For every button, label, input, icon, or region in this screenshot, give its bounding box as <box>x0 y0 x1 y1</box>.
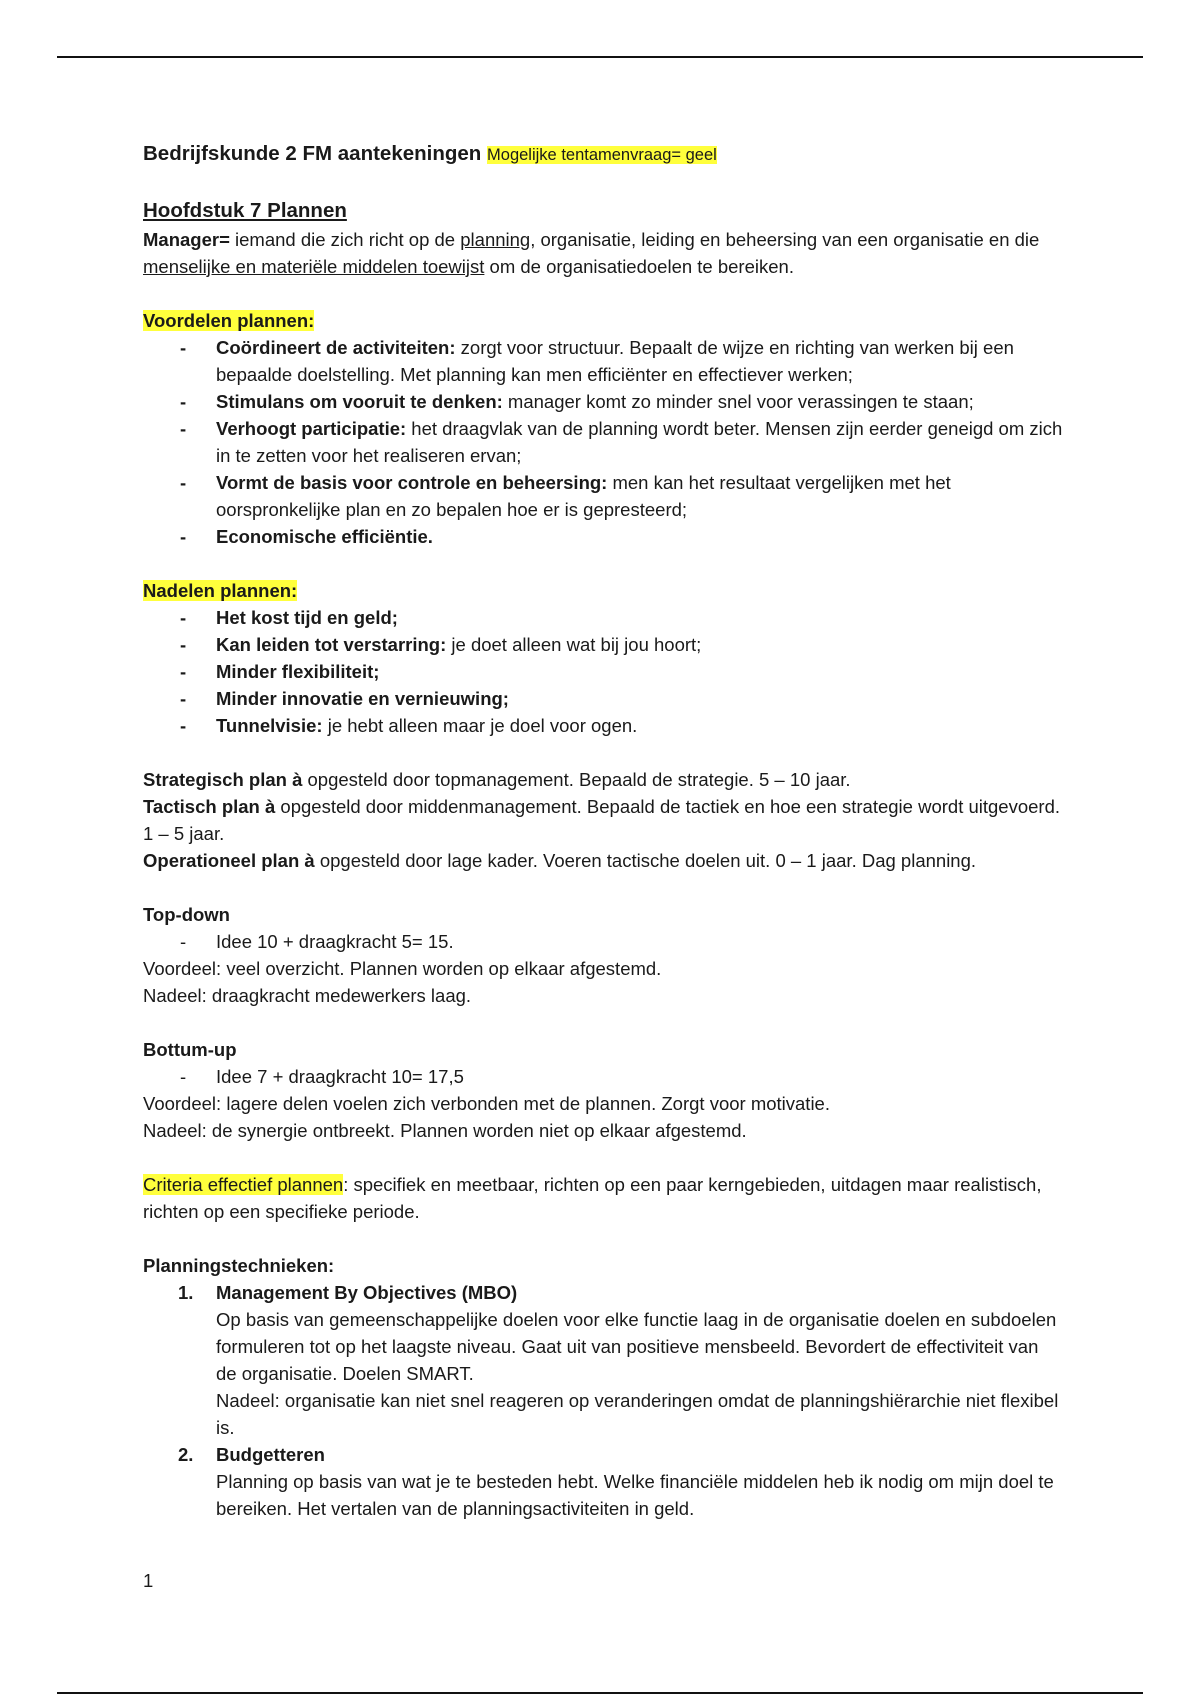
plan-strategisch: Strategisch plan à opgesteld door topmanagement. Bepaald de strategie. 5 – 10 jaar. <box>143 769 851 790</box>
list-item: - Kan leiden tot verstarring: je doet alleen wat bij jou hoort; <box>180 634 702 655</box>
nadelen-heading: Nadelen plannen: <box>143 580 298 601</box>
list-item: - Minder flexibiliteit; <box>180 661 380 682</box>
voordelen-heading: Voordelen plannen: <box>143 310 315 331</box>
list-item: - Stimulans om vooruit te denken: manager komt zo minder snel voor verassingen te staan; <box>180 391 974 412</box>
page-number: 1 <box>143 1570 154 1591</box>
list-item: 2. Budgetteren Planning op basis van wat je te besteden hebt. Welke financiële middelen heb ik nodig om mijn doel te bereiken. Het vertalen van de planningsactiviteiten in geld. <box>178 1444 1054 1519</box>
title-highlight-note: Mogelijke tentamenvraag= geel <box>487 146 717 164</box>
bottomup-voordeel: Voordeel: lagere delen voelen zich verbonden met de plannen. Zorgt voor motivatie. <box>143 1093 830 1114</box>
bottomup-heading: Bottum-up <box>143 1039 237 1060</box>
technieken-heading: Planningstechnieken: <box>143 1255 335 1276</box>
manager-definition: Manager= iemand die zich richt op de planning, organisatie, leiding en beheersing van een organisatie en die menselijke en materiële middelen toewijst om de organisatiedoelen te bereiken. <box>143 229 1040 277</box>
list-item: - Idee 7 + draagkracht 10= 17,5 <box>180 1066 464 1087</box>
footer-rule <box>57 1692 1143 1694</box>
list-item: - Idee 10 + draagkracht 5= 15. <box>180 931 454 952</box>
list-item: - Coördineert de activiteiten: zorgt voor structuur. Bepaalt de wijze en richting van werken bij een bepaalde doelstelling. Met planning kan men efficiënter en effectiever werken; <box>180 337 1014 385</box>
list-item: - Verhoogt participatie: het draagvlak van de planning wordt beter. Mensen zijn eerder geneigd om zich in te zetten voor het realiseren ervan; <box>180 418 1063 466</box>
nadelen-list <box>143 604 1063 739</box>
topdown-list <box>143 928 1063 955</box>
document-title: Bedrijfskunde 2 FM aantekeningen Mogelijke tentamenvraag= geel <box>143 142 717 165</box>
list-item: - Vormt de basis voor controle en beheersing: men kan het resultaat vergelijken met het oorspronkelijke plan en zo bepalen hoe er is gepresteerd; <box>180 472 951 520</box>
header-rule <box>57 56 1143 58</box>
bottomup-nadeel: Nadeel: de synergie ontbreekt. Plannen worden niet op elkaar afgestemd. <box>143 1120 747 1141</box>
list-item: - Tunnelvisie: je hebt alleen maar je doel voor ogen. <box>180 715 638 736</box>
document-body <box>143 140 1063 1522</box>
bottomup-list <box>143 1063 1063 1090</box>
chapter-heading: Hoofdstuk 7 Plannen <box>143 199 347 222</box>
technieken-list <box>143 1279 1063 1522</box>
list-item: 1. Management By Objectives (MBO) Op basis van gemeenschappelijke doelen voor elke functie laag in de organisatie doelen en subdoelen formuleren tot op het laagste niveau. Gaat uit van positieve mensbeeld. Bevordert de effectiviteit van de organisatie. Doelen SMART. Nadeel: organisatie kan niet snel reageren op veranderingen omdat de planningshiërarchie niet flexibel is. <box>178 1282 1059 1438</box>
list-item: - Economische efficiëntie. <box>180 526 433 547</box>
list-item: - Het kost tijd en geld; <box>180 607 398 628</box>
topdown-heading: Top-down <box>143 904 230 925</box>
plan-operationeel: Operationeel plan à opgesteld door lage kader. Voeren tactische doelen uit. 0 – 1 jaar. Dag planning. <box>143 850 977 871</box>
list-item: - Minder innovatie en vernieuwing; <box>180 688 509 709</box>
plan-tactisch: Tactisch plan à opgesteld door middenmanagement. Bepaald de tactiek en hoe een strategie wordt uitgevoerd. 1 – 5 jaar. <box>143 796 1061 844</box>
criteria-paragraph: Criteria effectief plannen: specifiek en meetbaar, richten op een paar kerngebieden, uitdagen maar realistisch, richten op een specifieke periode. <box>143 1174 1042 1222</box>
topdown-voordeel: Voordeel: veel overzicht. Plannen worden op elkaar afgestemd. <box>143 958 662 979</box>
topdown-nadeel: Nadeel: draagkracht medewerkers laag. <box>143 985 472 1006</box>
voordelen-list <box>143 334 1063 550</box>
